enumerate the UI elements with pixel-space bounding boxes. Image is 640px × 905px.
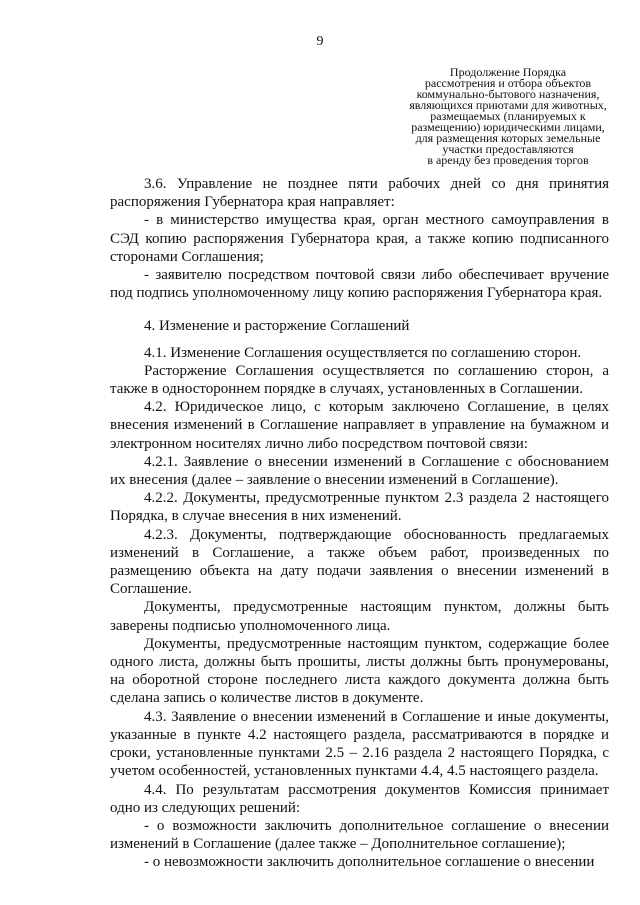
paragraph: 4.3. Заявление о внесении изменений в Соглашение и иные документы, указанные в пункте 4.2 настоящего раздела, рассматриваются в порядке и сроки, установленные пунктами 2.5 – 2.16 раздела 2 настоящего Порядка, с учетом особенностей, установленных пунктами 4.4, 4.5 настоящего раздела. [110, 708, 609, 780]
list-item: - о возможности заключить дополнительное соглашение о внесении изменений в Соглашение (далее также – Дополнительное соглашение); [110, 817, 609, 853]
document-body [110, 175, 609, 872]
paragraph: 4.2.2. Документы, предусмотренные пунктом 2.3 раздела 2 настоящего Порядка, в случае внесения в них изменений. [110, 490, 609, 525]
list-item: - о невозможности заключить дополнительное соглашение о внесении [144, 854, 595, 871]
document-header-note [408, 67, 608, 166]
header-line: для размещения которых земельные [415, 131, 601, 145]
page-number: 9 [316, 34, 324, 49]
header-line: Продолжение Порядка [449, 65, 567, 79]
header-line: являющихся приютами для животных, [409, 98, 607, 112]
header-line: размещению) юридическими лицами, [411, 120, 605, 134]
paragraph: 4.4. По результатам рассмотрения документов Комиссия принимает одно из следующих решений: [110, 781, 609, 816]
paragraph: 4.2.3. Документы, подтверждающие обоснованность предлагаемых изменений в Соглашение, а также объем работ, произведенных по размещению объекта на дату подачи заявления о внесении изменений в Соглашение. [110, 526, 609, 598]
section-heading: 4. Изменение и расторжение Соглашений [144, 318, 410, 335]
paragraph: Документы, предусмотренные настоящим пунктом, содержащие более одного листа, должны быть прошиты, листы должны быть пронумерованы, на оборотной стороне последнего листа каждого документа должна быть сделана запись о количестве листов в документе. [110, 635, 609, 707]
paragraph: 4.1. Изменение Соглашения осуществляется по соглашению сторон. [144, 344, 582, 361]
paragraph: 3.6. Управление не позднее пяти рабочих дней со дня принятия распоряжения Губернатора края направляет: [110, 176, 609, 211]
header-line: участки предоставляются [442, 142, 574, 156]
paragraph: Расторжение Соглашения осуществляется по соглашению сторон, а также в одностороннем порядке в случаях, установленных в Соглашении. [110, 362, 609, 398]
paragraph: 4.2. Юридическое лицо, с которым заключено Соглашение, в целях внесения изменений в Соглашение направляет в управление на бумажном и электронном носителях лично либо посредством почтовой связи: [110, 399, 609, 452]
paragraph: 4.2.1. Заявление о внесении изменений в Соглашение с обоснованием их внесения (далее – заявление о внесении изменений в Соглашение). [110, 453, 609, 489]
header-line: размещаемых (планируемых к [430, 109, 586, 123]
header-line: коммунально-бытового назначения, [416, 87, 600, 101]
header-line: в аренду без проведения торгов [427, 153, 589, 167]
paragraph: - заявителю посредством почтовой связи либо обеспечивает вручение под подпись уполномоченному лицу копию распоряжения Губернатора края. [110, 267, 609, 302]
header-line: рассмотрения и отбора объектов [424, 76, 592, 90]
paragraph: Документы, предусмотренные настоящим пунктом, должны быть заверены подписью уполномоченного лица. [110, 599, 609, 634]
paragraph: - в министерство имущества края, орган местного самоуправления в СЭД копию распоряжения Губернатора края, а также копию подписанного сторонами Соглашения; [110, 212, 609, 265]
